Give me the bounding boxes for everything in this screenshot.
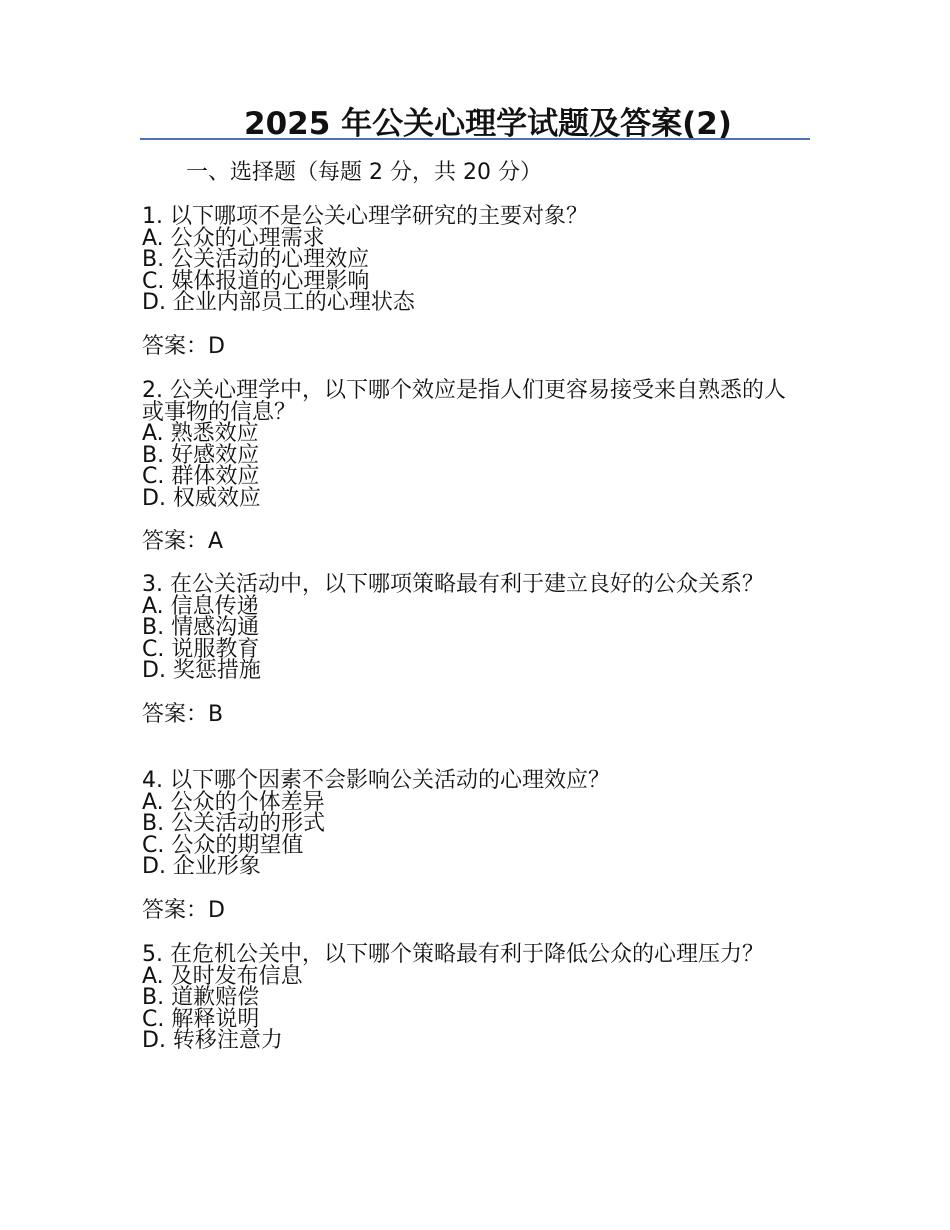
option-b: B. 情感沟通 — [142, 615, 260, 640]
option-d: D. 企业形象 — [142, 854, 261, 879]
option-c: C. 说服教育 — [142, 636, 260, 662]
option-c: C. 公众的期望值 — [142, 832, 304, 858]
question-block-4 — [142, 770, 802, 926]
option-b: B. 公关活动的形式 — [142, 811, 326, 836]
question-block-5 — [142, 944, 802, 1052]
option-c: C. 群体效应 — [142, 464, 260, 489]
option-a: A. 公众的心理需求 — [142, 225, 325, 251]
question-text: 3. 在公关活动中，以下哪项策略最有利于建立良好的公众关系？ — [142, 572, 764, 597]
option-c: C. 解释说明 — [142, 1006, 260, 1032]
answer-text: 答案：A — [142, 529, 224, 554]
option-d: D. 权威效应 — [142, 485, 261, 511]
option-b: B. 好感效应 — [142, 442, 260, 468]
answer-text: 答案：D — [142, 897, 225, 923]
option-a: A. 公众的个体差异 — [142, 789, 325, 815]
option-b: B. 公关活动的心理效应 — [142, 247, 370, 272]
question-block-2 — [142, 380, 802, 557]
option-a: A. 熟悉效应 — [142, 421, 259, 446]
question-block-1 — [142, 206, 802, 362]
option-d: D. 企业内部员工的心理状态 — [142, 290, 415, 315]
question-text: 1. 以下哪项不是公关心理学研究的主要对象？ — [142, 204, 588, 229]
answer-text: 答案：B — [142, 701, 224, 727]
option-b: B. 道歉赔偿 — [142, 985, 260, 1010]
document-title: 2025 年公关心理学试题及答案(2) — [244, 106, 732, 142]
option-c: C. 媒体报道的心理影响 — [142, 268, 370, 294]
section-heading: 一、选择题（每题 2 分，共 20 分） — [186, 160, 542, 185]
option-a: A. 及时发布信息 — [142, 963, 303, 989]
question-text: 4. 以下哪个因素不会影响公关活动的心理效应？ — [142, 768, 610, 793]
answer-text: 答案：D — [142, 333, 225, 359]
question-text: 2. 公关心理学中，以下哪个效应是指人们更容易接受来自熟悉的人或事物的信息？ — [142, 378, 786, 425]
option-d: D. 奖惩措施 — [142, 658, 261, 683]
option-d: D. 转移注意力 — [142, 1028, 283, 1053]
option-a: A. 信息传递 — [142, 593, 259, 619]
question-block-3 — [142, 574, 802, 730]
title-underline — [140, 138, 810, 140]
question-text: 5. 在危机公关中，以下哪个策略最有利于降低公众的心理压力？ — [142, 942, 764, 967]
